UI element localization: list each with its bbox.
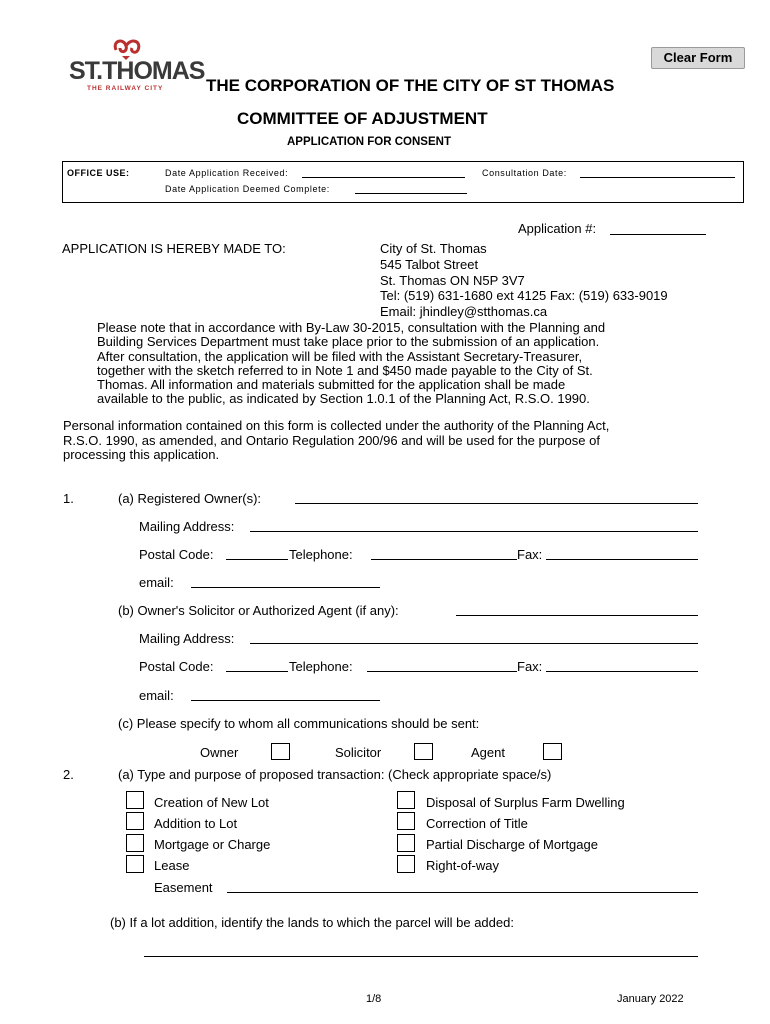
owner-telephone-label: Telephone: (289, 547, 353, 562)
notice-line: together with the sketch referred to in Note 1 and $450 made payable to the City of St. (97, 362, 593, 378)
partial-discharge-label: Partial Discharge of Mortgage (426, 837, 598, 852)
communications-label: (c) Please specify to whom all communications should be sent: (118, 716, 480, 731)
clear-form-button[interactable]: Clear Form (651, 47, 745, 69)
made-to-label: APPLICATION IS HEREBY MADE TO: (62, 241, 286, 256)
recipient-owner-checkbox[interactable] (271, 743, 290, 760)
application-title: APPLICATION FOR CONSENT (287, 136, 451, 148)
section-1-number: 1. (63, 491, 74, 506)
mortgage-or-charge-label: Mortgage or Charge (154, 837, 271, 852)
addition-to-lot-checkbox[interactable] (126, 812, 144, 830)
city-logo (68, 38, 208, 98)
transaction-type-label: (a) Type and purpose of proposed transaction: (Check appropriate space/s) (118, 767, 552, 782)
addition-to-lot-label: Addition to Lot (154, 816, 238, 831)
notice-line: Thomas. All information and materials submitted for the application shall be made (97, 377, 566, 393)
deemed-complete-label: Date Application Deemed Complete: (165, 184, 330, 194)
deemed-complete-field[interactable] (355, 193, 467, 194)
logo-wordmark: ST.THOMAS (69, 57, 205, 85)
agent-label: (b) Owner's Solicitor or Authorized Agent (if any): (118, 603, 399, 618)
owner-postal-label: Postal Code: (139, 547, 214, 562)
owner-email-label: email: (139, 575, 174, 590)
agent-mailing-label: Mailing Address: (139, 631, 235, 646)
agent-field[interactable] (456, 615, 698, 616)
application-number-field[interactable] (610, 234, 706, 235)
date-received-field[interactable] (302, 177, 465, 178)
disposal-surplus-farm-label: Disposal of Surplus Farm Dwelling (426, 795, 625, 810)
recipient-solicitor-label: Solicitor (335, 745, 382, 760)
owner-fax-field[interactable] (546, 559, 698, 560)
registered-owner-field[interactable] (295, 503, 698, 504)
date-received-label: Date Application Received: (165, 168, 289, 178)
owner-fax-label: Fax: (517, 547, 543, 562)
owner-mailing-label: Mailing Address: (139, 519, 235, 534)
notice-line: available to the public, as indicated by Section 1.0.1 of the Planning Act, R.S.O. 1990. (97, 391, 590, 407)
owner-mailing-field[interactable] (250, 531, 698, 532)
privacy-paragraph (63, 419, 713, 463)
lot-addition-label: (b) If a lot addition, identify the lands to which the parcel will be added: (110, 915, 514, 930)
privacy-line: processing this application. (63, 447, 220, 463)
correction-of-title-checkbox[interactable] (397, 812, 415, 830)
office-use-label: OFFICE USE: (67, 168, 130, 178)
right-of-way-checkbox[interactable] (397, 855, 415, 873)
registered-owner-label: (a) Registered Owner(s): (118, 491, 262, 506)
corporation-title: THE CORPORATION OF THE CITY OF ST THOMAS (206, 76, 615, 95)
agent-mailing-field[interactable] (250, 643, 698, 644)
mortgage-or-charge-checkbox[interactable] (126, 834, 144, 852)
committee-title: COMMITTEE OF ADJUSTMENT (237, 109, 488, 128)
disposal-surplus-farm-checkbox[interactable] (397, 791, 415, 809)
address-line: 545 Talbot Street (380, 256, 479, 272)
address-line: City of St. Thomas (380, 241, 487, 256)
notice-paragraph (97, 321, 707, 407)
agent-postal-field[interactable] (226, 671, 288, 672)
logo-tagline: THE RAILWAY CITY (87, 85, 164, 92)
agent-fax-label: Fax: (517, 659, 543, 674)
notice-line: Building Services Department must take place prior to the submission of an application. (97, 334, 600, 350)
privacy-line: R.S.O. 1990, as amended, and Ontario Regulation 200/96 and will be used for the purpose of (63, 432, 600, 448)
notice-line: Please note that in accordance with By-Law 30-2015, consultation with the Planning and (97, 320, 606, 335)
recipient-solicitor-checkbox[interactable] (414, 743, 433, 760)
privacy-line: Personal information contained on this form is collected under the authority of the Planning Act, (63, 418, 610, 433)
lot-addition-field[interactable] (144, 956, 698, 957)
correction-of-title-label: Correction of Title (426, 816, 528, 831)
page-number: 1/8 (366, 993, 382, 1005)
section-2-number: 2. (63, 767, 74, 782)
consultation-date-label: Consultation Date: (482, 168, 567, 178)
recipient-owner-label: Owner (200, 745, 239, 760)
agent-postal-label: Postal Code: (139, 659, 214, 674)
owner-postal-field[interactable] (226, 559, 288, 560)
agent-telephone-field[interactable] (367, 671, 517, 672)
notice-line: After consultation, the application will be filed with the Assistant Secretary-Treasurer, (97, 348, 583, 364)
recipient-agent-checkbox[interactable] (543, 743, 562, 760)
right-of-way-label: Right-of-way (426, 858, 499, 873)
footer-date: January 2022 (617, 993, 684, 1005)
easement-field[interactable] (227, 892, 698, 893)
lease-label: Lease (154, 858, 190, 873)
owner-email-field[interactable] (191, 587, 380, 588)
agent-email-field[interactable] (191, 700, 380, 701)
city-address (380, 241, 668, 320)
recipient-agent-label: Agent (471, 745, 505, 760)
address-line: Email: jhindley@stthomas.ca (380, 304, 548, 320)
address-line: Tel: (519) 631-1680 ext 4125 Fax: (519) 633-9019 (380, 288, 668, 304)
creation-of-new-lot-label: Creation of New Lot (154, 795, 269, 810)
partial-discharge-checkbox[interactable] (397, 834, 415, 852)
application-number-label: Application #: (518, 221, 597, 236)
consultation-date-field[interactable] (580, 177, 735, 178)
agent-telephone-label: Telephone: (289, 659, 353, 674)
agent-fax-field[interactable] (546, 671, 698, 672)
owner-telephone-field[interactable] (371, 559, 517, 560)
address-line: St. Thomas ON N5P 3V7 (380, 272, 525, 288)
agent-email-label: email: (139, 688, 174, 703)
lease-checkbox[interactable] (126, 855, 144, 873)
creation-of-new-lot-checkbox[interactable] (126, 791, 144, 809)
easement-label: Easement (154, 880, 213, 895)
